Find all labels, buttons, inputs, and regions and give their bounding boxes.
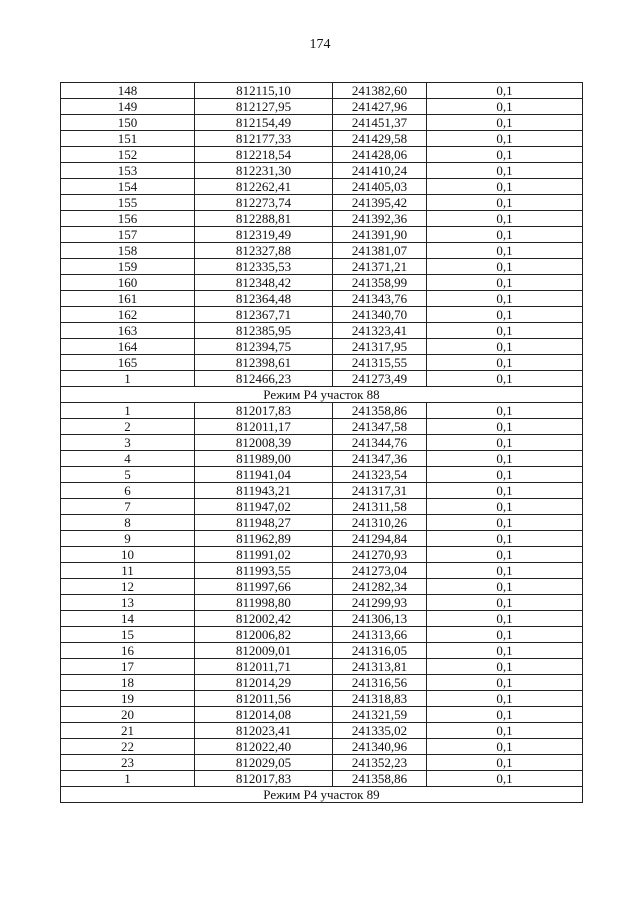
x-coordinate-cell: 812394,75 bbox=[195, 339, 333, 355]
point-number-cell: 10 bbox=[61, 547, 195, 563]
point-number-cell: 1 bbox=[61, 371, 195, 387]
y-coordinate-cell: 241273,49 bbox=[333, 371, 427, 387]
table-row bbox=[61, 691, 583, 707]
table-row bbox=[61, 483, 583, 499]
x-coordinate-cell: 812014,08 bbox=[195, 707, 333, 723]
accuracy-cell: 0,1 bbox=[427, 755, 583, 771]
point-number-cell: 6 bbox=[61, 483, 195, 499]
table-row bbox=[61, 611, 583, 627]
point-number-cell: 12 bbox=[61, 579, 195, 595]
y-coordinate-cell: 241282,34 bbox=[333, 579, 427, 595]
y-coordinate-cell: 241428,06 bbox=[333, 147, 427, 163]
accuracy-cell: 0,1 bbox=[427, 547, 583, 563]
x-coordinate-cell: 811991,02 bbox=[195, 547, 333, 563]
y-coordinate-cell: 241429,58 bbox=[333, 131, 427, 147]
point-number-cell: 9 bbox=[61, 531, 195, 547]
point-number-cell: 162 bbox=[61, 307, 195, 323]
y-coordinate-cell: 241344,76 bbox=[333, 435, 427, 451]
y-coordinate-cell: 241358,86 bbox=[333, 403, 427, 419]
x-coordinate-cell: 812011,71 bbox=[195, 659, 333, 675]
table-row bbox=[61, 163, 583, 179]
table-row bbox=[61, 723, 583, 739]
x-coordinate-cell: 812364,48 bbox=[195, 291, 333, 307]
point-number-cell: 20 bbox=[61, 707, 195, 723]
table-row bbox=[61, 131, 583, 147]
accuracy-cell: 0,1 bbox=[427, 227, 583, 243]
accuracy-cell: 0,1 bbox=[427, 147, 583, 163]
table-row bbox=[61, 755, 583, 771]
x-coordinate-cell: 811943,21 bbox=[195, 483, 333, 499]
table-row bbox=[61, 627, 583, 643]
point-number-cell: 15 bbox=[61, 627, 195, 643]
point-number-cell: 151 bbox=[61, 131, 195, 147]
accuracy-cell: 0,1 bbox=[427, 403, 583, 419]
y-coordinate-cell: 241405,03 bbox=[333, 179, 427, 195]
y-coordinate-cell: 241410,24 bbox=[333, 163, 427, 179]
y-coordinate-cell: 241313,66 bbox=[333, 627, 427, 643]
point-number-cell: 156 bbox=[61, 211, 195, 227]
table-row bbox=[61, 291, 583, 307]
x-coordinate-cell: 812348,42 bbox=[195, 275, 333, 291]
accuracy-cell: 0,1 bbox=[427, 179, 583, 195]
x-coordinate-cell: 812367,71 bbox=[195, 307, 333, 323]
y-coordinate-cell: 241323,41 bbox=[333, 323, 427, 339]
table-row bbox=[61, 259, 583, 275]
y-coordinate-cell: 241317,31 bbox=[333, 483, 427, 499]
y-coordinate-cell: 241321,59 bbox=[333, 707, 427, 723]
x-coordinate-cell: 812177,33 bbox=[195, 131, 333, 147]
point-number-cell: 153 bbox=[61, 163, 195, 179]
accuracy-cell: 0,1 bbox=[427, 163, 583, 179]
x-coordinate-cell: 812017,83 bbox=[195, 403, 333, 419]
point-number-cell: 17 bbox=[61, 659, 195, 675]
y-coordinate-cell: 241273,04 bbox=[333, 563, 427, 579]
point-number-cell: 158 bbox=[61, 243, 195, 259]
point-number-cell: 16 bbox=[61, 643, 195, 659]
point-number-cell: 150 bbox=[61, 115, 195, 131]
x-coordinate-cell: 812335,53 bbox=[195, 259, 333, 275]
point-number-cell: 8 bbox=[61, 515, 195, 531]
accuracy-cell: 0,1 bbox=[427, 259, 583, 275]
point-number-cell: 152 bbox=[61, 147, 195, 163]
table-row bbox=[61, 451, 583, 467]
point-number-cell: 5 bbox=[61, 467, 195, 483]
x-coordinate-cell: 812154,49 bbox=[195, 115, 333, 131]
y-coordinate-cell: 241313,81 bbox=[333, 659, 427, 675]
coordinates-table bbox=[60, 82, 583, 803]
x-coordinate-cell: 812017,83 bbox=[195, 771, 333, 787]
y-coordinate-cell: 241381,07 bbox=[333, 243, 427, 259]
x-coordinate-cell: 812009,01 bbox=[195, 643, 333, 659]
accuracy-cell: 0,1 bbox=[427, 515, 583, 531]
y-coordinate-cell: 241382,60 bbox=[333, 83, 427, 99]
section-header-row bbox=[61, 387, 583, 403]
point-number-cell: 18 bbox=[61, 675, 195, 691]
accuracy-cell: 0,1 bbox=[427, 307, 583, 323]
y-coordinate-cell: 241427,96 bbox=[333, 99, 427, 115]
accuracy-cell: 0,1 bbox=[427, 483, 583, 499]
point-number-cell: 14 bbox=[61, 611, 195, 627]
point-number-cell: 21 bbox=[61, 723, 195, 739]
point-number-cell: 3 bbox=[61, 435, 195, 451]
x-coordinate-cell: 812466,23 bbox=[195, 371, 333, 387]
y-coordinate-cell: 241451,37 bbox=[333, 115, 427, 131]
y-coordinate-cell: 241335,02 bbox=[333, 723, 427, 739]
accuracy-cell: 0,1 bbox=[427, 707, 583, 723]
point-number-cell: 19 bbox=[61, 691, 195, 707]
point-number-cell: 161 bbox=[61, 291, 195, 307]
x-coordinate-cell: 811997,66 bbox=[195, 579, 333, 595]
accuracy-cell: 0,1 bbox=[427, 291, 583, 307]
y-coordinate-cell: 241270,93 bbox=[333, 547, 427, 563]
page-number: 174 bbox=[309, 37, 331, 52]
y-coordinate-cell: 241315,55 bbox=[333, 355, 427, 371]
section-title: Режим Р4 участок 88 bbox=[61, 387, 583, 403]
accuracy-cell: 0,1 bbox=[427, 739, 583, 755]
table-row bbox=[61, 579, 583, 595]
point-number-cell: 11 bbox=[61, 563, 195, 579]
accuracy-cell: 0,1 bbox=[427, 563, 583, 579]
accuracy-cell: 0,1 bbox=[427, 435, 583, 451]
accuracy-cell: 0,1 bbox=[427, 579, 583, 595]
table-row bbox=[61, 547, 583, 563]
table-row bbox=[61, 419, 583, 435]
point-number-cell: 23 bbox=[61, 755, 195, 771]
point-number-cell: 22 bbox=[61, 739, 195, 755]
point-number-cell: 155 bbox=[61, 195, 195, 211]
y-coordinate-cell: 241311,58 bbox=[333, 499, 427, 515]
y-coordinate-cell: 241294,84 bbox=[333, 531, 427, 547]
point-number-cell: 160 bbox=[61, 275, 195, 291]
table-row bbox=[61, 323, 583, 339]
accuracy-cell: 0,1 bbox=[427, 723, 583, 739]
table-row bbox=[61, 515, 583, 531]
table-row bbox=[61, 403, 583, 419]
x-coordinate-cell: 812288,81 bbox=[195, 211, 333, 227]
accuracy-cell: 0,1 bbox=[427, 531, 583, 547]
table-row bbox=[61, 147, 583, 163]
table-row bbox=[61, 739, 583, 755]
point-number-cell: 148 bbox=[61, 83, 195, 99]
y-coordinate-cell: 241316,05 bbox=[333, 643, 427, 659]
x-coordinate-cell: 812006,82 bbox=[195, 627, 333, 643]
x-coordinate-cell: 812327,88 bbox=[195, 243, 333, 259]
y-coordinate-cell: 241347,36 bbox=[333, 451, 427, 467]
accuracy-cell: 0,1 bbox=[427, 195, 583, 211]
accuracy-cell: 0,1 bbox=[427, 771, 583, 787]
x-coordinate-cell: 812231,30 bbox=[195, 163, 333, 179]
point-number-cell: 1 bbox=[61, 403, 195, 419]
table-row bbox=[61, 371, 583, 387]
accuracy-cell: 0,1 bbox=[427, 83, 583, 99]
y-coordinate-cell: 241318,83 bbox=[333, 691, 427, 707]
table-row bbox=[61, 99, 583, 115]
point-number-cell: 1 bbox=[61, 771, 195, 787]
accuracy-cell: 0,1 bbox=[427, 467, 583, 483]
x-coordinate-cell: 811948,27 bbox=[195, 515, 333, 531]
accuracy-cell: 0,1 bbox=[427, 611, 583, 627]
table-row bbox=[61, 83, 583, 99]
y-coordinate-cell: 241343,76 bbox=[333, 291, 427, 307]
y-coordinate-cell: 241310,26 bbox=[333, 515, 427, 531]
table-body bbox=[61, 83, 583, 803]
table-row bbox=[61, 355, 583, 371]
accuracy-cell: 0,1 bbox=[427, 371, 583, 387]
x-coordinate-cell: 812023,41 bbox=[195, 723, 333, 739]
y-coordinate-cell: 241352,23 bbox=[333, 755, 427, 771]
y-coordinate-cell: 241391,90 bbox=[333, 227, 427, 243]
table-row bbox=[61, 707, 583, 723]
point-number-cell: 149 bbox=[61, 99, 195, 115]
x-coordinate-cell: 812218,54 bbox=[195, 147, 333, 163]
point-number-cell: 159 bbox=[61, 259, 195, 275]
accuracy-cell: 0,1 bbox=[427, 419, 583, 435]
accuracy-cell: 0,1 bbox=[427, 595, 583, 611]
y-coordinate-cell: 241317,95 bbox=[333, 339, 427, 355]
table-row bbox=[61, 243, 583, 259]
accuracy-cell: 0,1 bbox=[427, 627, 583, 643]
x-coordinate-cell: 812011,56 bbox=[195, 691, 333, 707]
table-row bbox=[61, 115, 583, 131]
accuracy-cell: 0,1 bbox=[427, 691, 583, 707]
point-number-cell: 13 bbox=[61, 595, 195, 611]
table-row bbox=[61, 595, 583, 611]
x-coordinate-cell: 812127,95 bbox=[195, 99, 333, 115]
point-number-cell: 163 bbox=[61, 323, 195, 339]
table-row bbox=[61, 307, 583, 323]
table-row bbox=[61, 179, 583, 195]
x-coordinate-cell: 812273,74 bbox=[195, 195, 333, 211]
x-coordinate-cell: 811962,89 bbox=[195, 531, 333, 547]
y-coordinate-cell: 241340,70 bbox=[333, 307, 427, 323]
table-row bbox=[61, 467, 583, 483]
table-row bbox=[61, 771, 583, 787]
x-coordinate-cell: 812002,42 bbox=[195, 611, 333, 627]
y-coordinate-cell: 241299,93 bbox=[333, 595, 427, 611]
table-row bbox=[61, 659, 583, 675]
point-number-cell: 154 bbox=[61, 179, 195, 195]
y-coordinate-cell: 241371,21 bbox=[333, 259, 427, 275]
section-header-row bbox=[61, 787, 583, 803]
y-coordinate-cell: 241316,56 bbox=[333, 675, 427, 691]
table-row bbox=[61, 275, 583, 291]
x-coordinate-cell: 811941,04 bbox=[195, 467, 333, 483]
y-coordinate-cell: 241323,54 bbox=[333, 467, 427, 483]
x-coordinate-cell: 811993,55 bbox=[195, 563, 333, 579]
accuracy-cell: 0,1 bbox=[427, 451, 583, 467]
x-coordinate-cell: 811989,00 bbox=[195, 451, 333, 467]
x-coordinate-cell: 811947,02 bbox=[195, 499, 333, 515]
x-coordinate-cell: 812319,49 bbox=[195, 227, 333, 243]
table-row bbox=[61, 499, 583, 515]
accuracy-cell: 0,1 bbox=[427, 131, 583, 147]
accuracy-cell: 0,1 bbox=[427, 99, 583, 115]
accuracy-cell: 0,1 bbox=[427, 211, 583, 227]
y-coordinate-cell: 241395,42 bbox=[333, 195, 427, 211]
point-number-cell: 4 bbox=[61, 451, 195, 467]
x-coordinate-cell: 812008,39 bbox=[195, 435, 333, 451]
section-title: Режим Р4 участок 89 bbox=[61, 787, 583, 803]
accuracy-cell: 0,1 bbox=[427, 499, 583, 515]
x-coordinate-cell: 811998,80 bbox=[195, 595, 333, 611]
point-number-cell: 157 bbox=[61, 227, 195, 243]
accuracy-cell: 0,1 bbox=[427, 659, 583, 675]
x-coordinate-cell: 812022,40 bbox=[195, 739, 333, 755]
point-number-cell: 165 bbox=[61, 355, 195, 371]
accuracy-cell: 0,1 bbox=[427, 355, 583, 371]
table-row bbox=[61, 435, 583, 451]
table-row bbox=[61, 227, 583, 243]
x-coordinate-cell: 812398,61 bbox=[195, 355, 333, 371]
accuracy-cell: 0,1 bbox=[427, 323, 583, 339]
table-row bbox=[61, 643, 583, 659]
accuracy-cell: 0,1 bbox=[427, 243, 583, 259]
x-coordinate-cell: 812029,05 bbox=[195, 755, 333, 771]
table-row bbox=[61, 563, 583, 579]
table-row bbox=[61, 339, 583, 355]
table-row bbox=[61, 675, 583, 691]
y-coordinate-cell: 241347,58 bbox=[333, 419, 427, 435]
accuracy-cell: 0,1 bbox=[427, 115, 583, 131]
y-coordinate-cell: 241358,86 bbox=[333, 771, 427, 787]
x-coordinate-cell: 812011,17 bbox=[195, 419, 333, 435]
x-coordinate-cell: 812385,95 bbox=[195, 323, 333, 339]
y-coordinate-cell: 241358,99 bbox=[333, 275, 427, 291]
table-row bbox=[61, 211, 583, 227]
y-coordinate-cell: 241340,96 bbox=[333, 739, 427, 755]
table-row bbox=[61, 195, 583, 211]
table-row bbox=[61, 531, 583, 547]
point-number-cell: 2 bbox=[61, 419, 195, 435]
accuracy-cell: 0,1 bbox=[427, 675, 583, 691]
point-number-cell: 7 bbox=[61, 499, 195, 515]
accuracy-cell: 0,1 bbox=[427, 275, 583, 291]
accuracy-cell: 0,1 bbox=[427, 643, 583, 659]
accuracy-cell: 0,1 bbox=[427, 339, 583, 355]
x-coordinate-cell: 812115,10 bbox=[195, 83, 333, 99]
x-coordinate-cell: 812014,29 bbox=[195, 675, 333, 691]
x-coordinate-cell: 812262,41 bbox=[195, 179, 333, 195]
y-coordinate-cell: 241306,13 bbox=[333, 611, 427, 627]
point-number-cell: 164 bbox=[61, 339, 195, 355]
y-coordinate-cell: 241392,36 bbox=[333, 211, 427, 227]
